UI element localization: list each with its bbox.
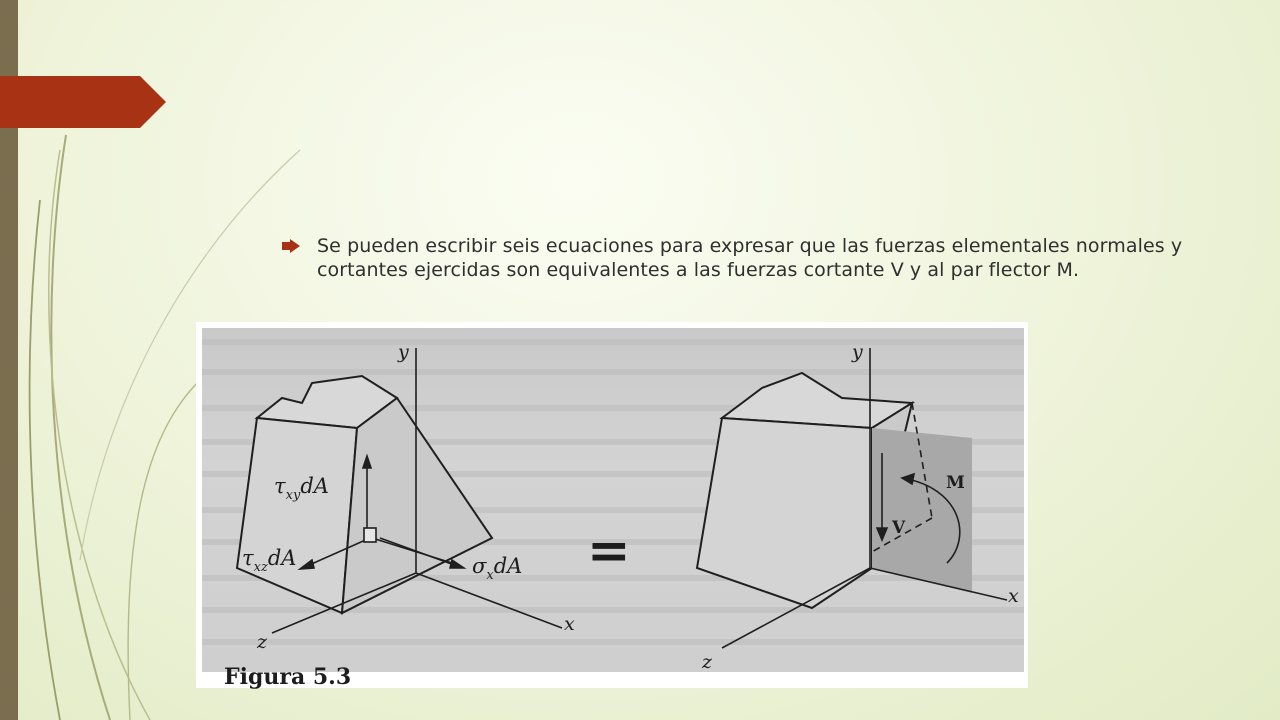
right-axis-y-label: y bbox=[852, 341, 863, 363]
textbook-figure-photo bbox=[202, 328, 1024, 690]
title-flag-shape bbox=[0, 76, 166, 128]
shear-force-v-label: V bbox=[892, 518, 906, 538]
left-axis-x-label: x bbox=[564, 613, 575, 635]
left-axis-y-label: y bbox=[398, 341, 409, 363]
sigma-x-label: $\sigma_xdA$ bbox=[472, 554, 523, 583]
bullet-text: Se pueden escribir seis ecuaciones para expresar que las fuerzas elementales normales y cortantes ejercidas son equivalentes a las fuerzas cortante V y al par flector M. bbox=[317, 235, 1183, 281]
beam-stress-diagram bbox=[202, 328, 1024, 690]
arrow-bullet-icon bbox=[282, 239, 300, 253]
bending-moment-m-label: M bbox=[946, 473, 965, 493]
equals-sign: = bbox=[587, 520, 631, 581]
figure-caption: Figura 5.3 bbox=[224, 664, 352, 690]
tau-xy-label: $\tau_{xy}dA$ bbox=[274, 474, 329, 503]
figure-frame bbox=[196, 322, 1028, 688]
bullet-item bbox=[282, 234, 1212, 282]
tau-xz-label: $\tau_{xz}dA$ bbox=[242, 546, 297, 575]
right-axis-x-label: x bbox=[1008, 585, 1019, 607]
left-axis-z-label: z bbox=[257, 631, 268, 653]
right-axis-z-label: z bbox=[702, 651, 713, 673]
